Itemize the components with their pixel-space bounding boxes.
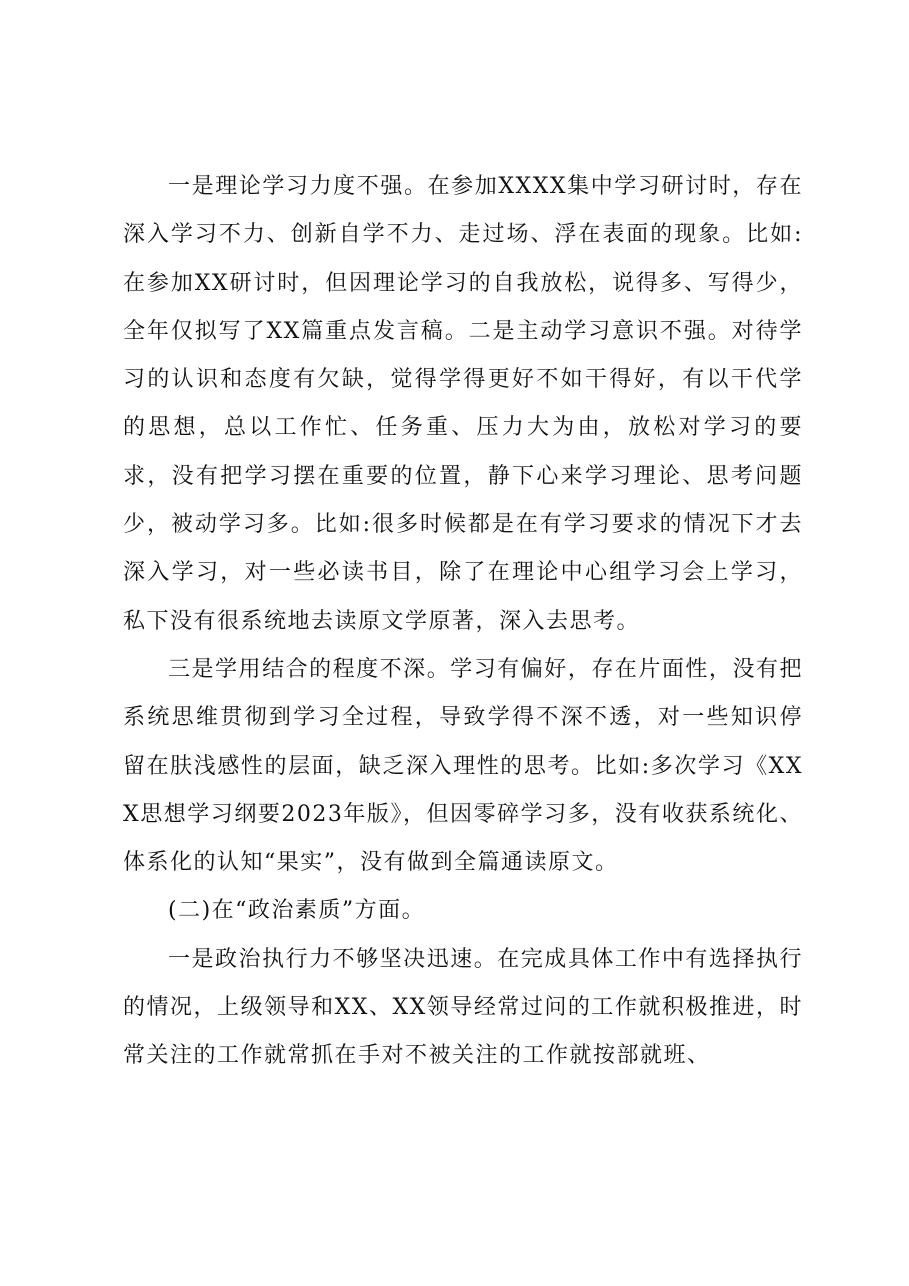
paragraph-political-execution: 一是政治执行力不够坚决迅速。在完成具体工作中有选择执行的情况，上级领导和XX、XX领导经常过问的工作就积极推进，时常关注的工作就常抓在手对不被关注的工作就按部就班、	[123, 946, 803, 1069]
paragraph-theory-study: 一是理论学习力度不强。在参加XXXX集中学习研讨时，存在深入学习不力、创新自学不力、走过场、浮在表面的现象。比如:在参加XX研讨时，但因理论学习的自我放松，说得多、写得少，全年仅拟写了XX篇重点发言稿。二是主动学习意识不强。对待学习的认识和态度有欠缺，觉得学得更好不如干得好，有以干代学的思想，总以工作忙、任务重、压力大为由，放松对学习的要求，没有把学习摆在重要的位置，静下心来学习理论、思考问题少，被动学习多。比如:很多时候都是在有学习要求的情况下才去深入学习，对一些必读书目，除了在理论中心组学习会上学习，私下没有很系统地去读原文学原著，深入去思考。	[123, 174, 803, 634]
document-body	[123, 163, 803, 1081]
paragraph-study-application: 三是学用结合的程度不深。学习有偏好，存在片面性，没有把系统思维贯彻到学习全过程，导致学得不深不透，对一些知识停留在肤浅感性的层面，缺乏深入理性的思考。比如:多次学习《XXX思想学习纲要2023年版》，但因零碎学习多，没有收获系统化、体系化的认知“果实”，没有做到全篇通读原文。	[123, 656, 803, 876]
section-heading-political-quality: (二)在“政治素质”方面。	[168, 898, 426, 924]
